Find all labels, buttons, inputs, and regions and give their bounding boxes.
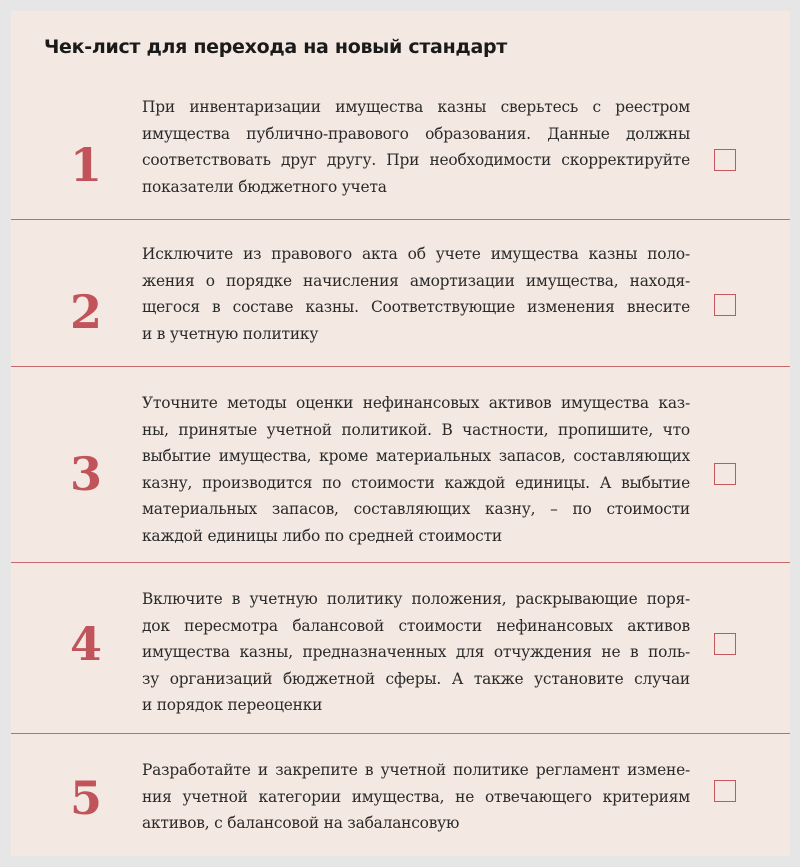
checklist-title: Чек-лист для перехода на новый стандарт bbox=[44, 36, 507, 58]
item-checkbox[interactable] bbox=[714, 149, 736, 171]
item-checkbox[interactable] bbox=[714, 633, 736, 655]
item-text-line: Исключите из правового акта об учете имущества казны поло- bbox=[142, 245, 690, 263]
item-number: 4 bbox=[69, 617, 102, 671]
item-text-line: показатели бюджетного учета bbox=[142, 177, 387, 196]
divider bbox=[11, 219, 790, 220]
item-text-line: жения о порядке начисления амортизации имущества, находя- bbox=[142, 271, 690, 290]
item-text-line: Разработайте и закрепите в учетной политике регламент измене- bbox=[142, 761, 690, 779]
item-text-line: выбытие имущества, кроме материальных запасов, составляющих bbox=[142, 447, 690, 465]
item-text-line: материальных запасов, составляющих казну, – по стоимости bbox=[142, 500, 690, 518]
item-text-line: имущества казны, предназначенных для отчуждения не в поль- bbox=[142, 643, 690, 661]
item-checkbox[interactable] bbox=[714, 294, 736, 316]
item-text bbox=[142, 390, 690, 549]
item-number: 2 bbox=[69, 285, 102, 339]
item-text-line: активов, с балансовой на забалансовую bbox=[142, 814, 460, 832]
item-text bbox=[142, 241, 690, 347]
item-checkbox[interactable] bbox=[714, 463, 736, 485]
divider bbox=[11, 366, 790, 367]
item-text-line: При инвентаризации имущества казны сверьтесь с реестром bbox=[142, 98, 690, 116]
item-text-line: Включите в учетную политику положения, раскрывающие поря- bbox=[142, 590, 690, 608]
item-text-line: имущества публично-правового образования. Данные должны bbox=[142, 124, 690, 143]
item-text-line: и порядок переоценки bbox=[142, 696, 323, 714]
item-text-line: ния учетной категории имущества, не отвечающего критериям bbox=[142, 787, 690, 806]
checklist-card bbox=[11, 11, 790, 856]
item-text bbox=[142, 586, 690, 719]
item-text-line: щегося в составе казны. Соответствующие изменения внесите bbox=[142, 298, 690, 316]
divider bbox=[11, 733, 790, 734]
item-text-line: и в учетную политику bbox=[142, 324, 319, 343]
item-number: 5 bbox=[69, 771, 102, 825]
item-text-line: каждой единицы либо по средней стоимости bbox=[142, 526, 502, 545]
item-text bbox=[142, 757, 690, 837]
item-text-line: соответствовать друг другу. При необходимости скорректируйте bbox=[142, 151, 690, 169]
item-text-line: док пересмотра балансовой стоимости нефинансовых активов bbox=[142, 616, 690, 635]
item-number: 1 bbox=[69, 138, 102, 192]
item-text-line: казну, производится по стоимости каждой единицы. А выбытие bbox=[142, 473, 690, 492]
item-text bbox=[142, 94, 690, 200]
item-text-line: Уточните методы оценки нефинансовых активов имущества каз- bbox=[142, 394, 690, 412]
item-number: 3 bbox=[69, 447, 102, 501]
item-checkbox[interactable] bbox=[714, 780, 736, 802]
divider bbox=[11, 562, 790, 563]
item-text-line: зу организаций бюджетной сферы. А также установите случаи bbox=[142, 669, 690, 688]
item-text-line: ны, принятые учетной политикой. В частности, пропишите, что bbox=[142, 420, 690, 439]
